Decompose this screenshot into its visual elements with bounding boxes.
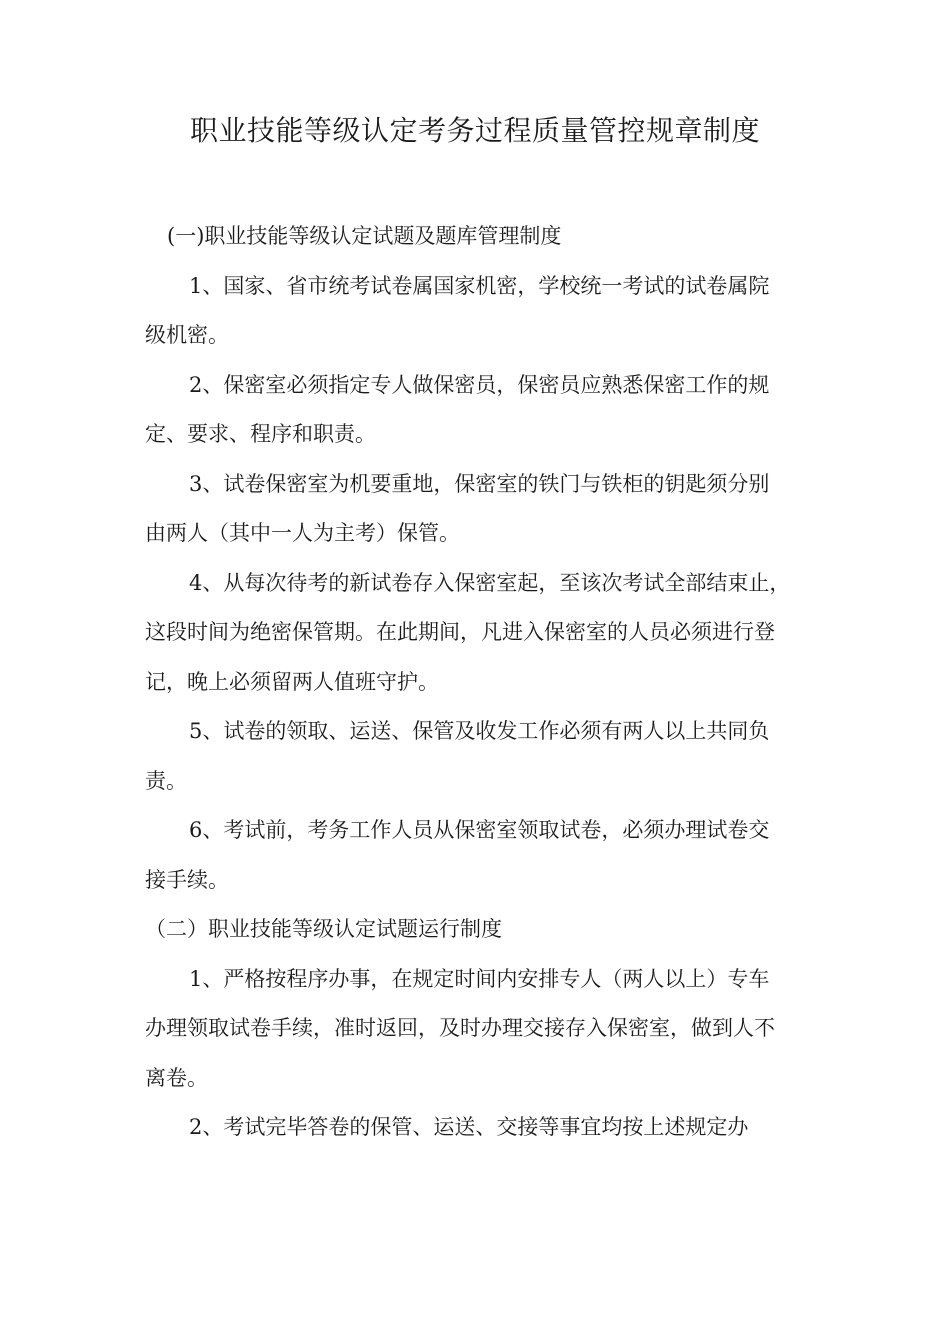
section-heading-2: （二）职业技能等级认定试题运行制度 [145, 917, 502, 941]
paragraph-line: 级机密。 [145, 323, 229, 347]
paragraph-line: 接手续。 [145, 867, 229, 892]
paragraph-line: 记，晚上必须留两人值班守护。 [145, 669, 439, 694]
paragraph-line: 由两人（其中一人为主考）保管。 [145, 521, 460, 545]
paragraph-line: 3、试卷保密室为机要重地，保密室的铁门与铁柜的钥匙须分别 [189, 471, 770, 496]
paragraph-line: 这段时间为绝密保管期。在此期间，凡进入保密室的人员必须进行登 [145, 620, 775, 644]
document-title: 职业技能等级认定考务过程质量管控规章制度 [189, 114, 760, 147]
document-body [145, 212, 810, 1153]
paragraph-line: 4、从每次待考的新试卷存入保密室起，至该次考试全部结束止， [189, 570, 791, 595]
section-heading-1: (一)职业技能等级认定试题及题库管理制度 [167, 224, 562, 248]
paragraph-line: 5、试卷的领取、运送、保管及收发工作必须有两人以上共同负 [189, 719, 770, 743]
paragraph-line: 1、严格按程序办事，在规定时间内安排专人（两人以上）专车 [189, 966, 770, 991]
paragraph-line: 责。 [145, 768, 187, 793]
paragraph-line: 2、考试完毕答卷的保管、运送、交接等事宜均按上述规定办 [189, 1115, 749, 1139]
paragraph-line: 办理领取试卷手续，准时返回，及时办理交接存入保密室，做到人不 [145, 1016, 775, 1040]
paragraph-line: 1、国家、省市统考试卷属国家机密，学校统一考试的试卷属院 [189, 273, 770, 298]
paragraph-line: 2、保密室必须指定专人做保密员，保密员应熟悉保密工作的规 [189, 372, 770, 397]
paragraph-line: 6、考试前，考务工作人员从保密室领取试卷，必须办理试卷交 [189, 818, 770, 842]
paragraph-line: 定、要求、程序和职责。 [145, 422, 376, 446]
paragraph-line: 离卷。 [145, 1065, 208, 1090]
